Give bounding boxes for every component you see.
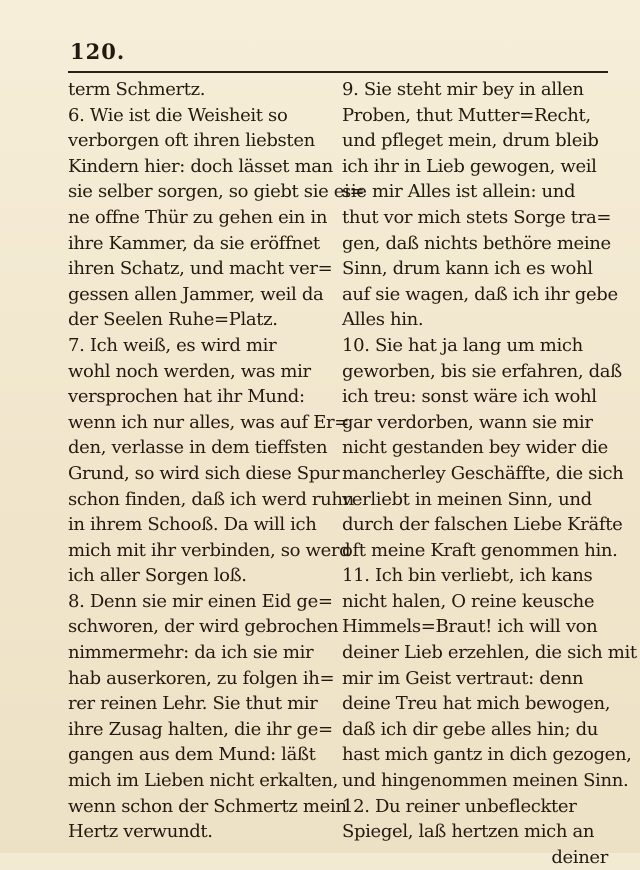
text-line: Spiegel, laß hertzen mich an (342, 821, 595, 843)
text-line: mich im Lieben nicht erkalten, (68, 770, 338, 792)
text-line: 9. Sie steht mir bey in allen (342, 79, 584, 100)
text-line: versprochen hat ihr Mund: (68, 386, 305, 408)
text-line: geworben, bis sie erfahren, daß (342, 360, 622, 382)
text-line: Kindern hier: doch lässet man (68, 155, 333, 177)
text-line: wohl noch werden, was mir (68, 360, 311, 382)
text-line: daß ich dir gebe alles hin; du (342, 718, 599, 740)
text-line: ich aller Sorgen loß. (68, 565, 247, 587)
page-number: 120. (70, 39, 126, 64)
text-line: mich mit ihr verbinden, so werd (68, 539, 351, 561)
text-line: mancherley Geschäffte, die sich (342, 462, 624, 484)
text-line: sie mir Alles ist allein: und (342, 181, 576, 203)
right-text-column (342, 77, 637, 870)
text-line: schworen, der wird gebrochen (68, 616, 339, 638)
text-line: hast mich gantz in dich gezogen, (342, 744, 632, 766)
catchword: deiner (551, 846, 608, 868)
text-line: thut vor mich stets Sorge tra= (342, 206, 612, 228)
text-line: verliebt in meinen Sinn, und (342, 488, 592, 510)
text-line: den, verlasse in dem tieffsten (68, 437, 328, 459)
text-line: der Seelen Ruhe=Platz. (68, 309, 278, 331)
text-line: gen, daß nichts bethöre meine (342, 232, 611, 254)
text-line: verborgen oft ihren liebsten (68, 130, 315, 152)
text-line: auf sie wagen, daß ich ihr gebe (342, 283, 618, 305)
text-line: oft meine Kraft genommen hin. (342, 539, 618, 561)
text-line: Himmels=Braut! ich will von (342, 616, 598, 638)
text-line: gangen aus dem Mund: läßt (68, 744, 316, 766)
text-line: nicht gestanden bey wider die (342, 437, 608, 459)
text-line: ihren Schatz, und macht ver= (68, 258, 333, 280)
text-line: Proben, thut Mutter=Recht, (342, 104, 591, 126)
text-line: ich ihr in Lieb gewogen, weil (342, 155, 597, 177)
text-line: Grund, so wird sich diese Spur (68, 462, 340, 484)
text-line: ne offne Thür zu gehen ein in (68, 206, 328, 228)
text-line: und hingenommen meinen Sinn. (342, 770, 629, 792)
text-line: Alles hin. (342, 309, 424, 331)
text-line: 6. Wie ist die Weisheit so (68, 104, 288, 126)
text-line: gessen allen Jammer, weil da (68, 283, 324, 305)
text-line: nicht halen, O reine keusche (342, 590, 595, 612)
header-rule (68, 71, 608, 73)
text-line: term Schmertz. (68, 79, 206, 100)
text-line: schon finden, daß ich werd ruhn (68, 488, 354, 510)
text-line: ich treu: sonst wäre ich wohl (342, 386, 597, 408)
text-line: gar verdorben, wann sie mir (342, 411, 593, 433)
left-text-column (68, 77, 365, 845)
text-line: durch der falschen Liebe Kräfte (342, 514, 623, 536)
text-line: rer reinen Lehr. Sie thut mir (68, 693, 318, 715)
text-line: Sinn, drum kann ich es wohl (342, 258, 593, 280)
text-line: 7. Ich weiß, es wird mir (68, 334, 277, 356)
text-line: nimmermehr: da ich sie mir (68, 642, 314, 664)
text-line: 10. Sie hat ja lang um mich (342, 334, 583, 356)
text-line: wenn schon der Schmertz mein (68, 795, 347, 817)
text-line: 12. Du reiner unbefleckter (342, 795, 577, 817)
text-line: deiner Lieb erzehlen, die sich mit (342, 642, 637, 664)
text-line: hab auserkoren, zu folgen ih= (68, 667, 335, 689)
text-line: sie selber sorgen, so giebt sie ei= (68, 181, 365, 203)
text-line: wenn ich nur alles, was auf Er= (68, 411, 349, 433)
text-line: und pfleget mein, drum bleib (342, 130, 599, 152)
text-line: 11. Ich bin verliebt, ich kans (342, 565, 593, 587)
text-line: in ihrem Schooß. Da will ich (68, 514, 317, 536)
text-line: ihre Zusag halten, die ihr ge= (68, 718, 333, 740)
text-line: deine Treu hat mich bewogen, (342, 693, 611, 715)
text-line: ihre Kammer, da sie eröffnet (68, 232, 320, 254)
text-line: 8. Denn sie mir einen Eid ge= (68, 590, 333, 612)
text-line: Hertz verwundt. (68, 821, 213, 843)
text-line: mir im Geist vertraut: denn (342, 667, 584, 689)
